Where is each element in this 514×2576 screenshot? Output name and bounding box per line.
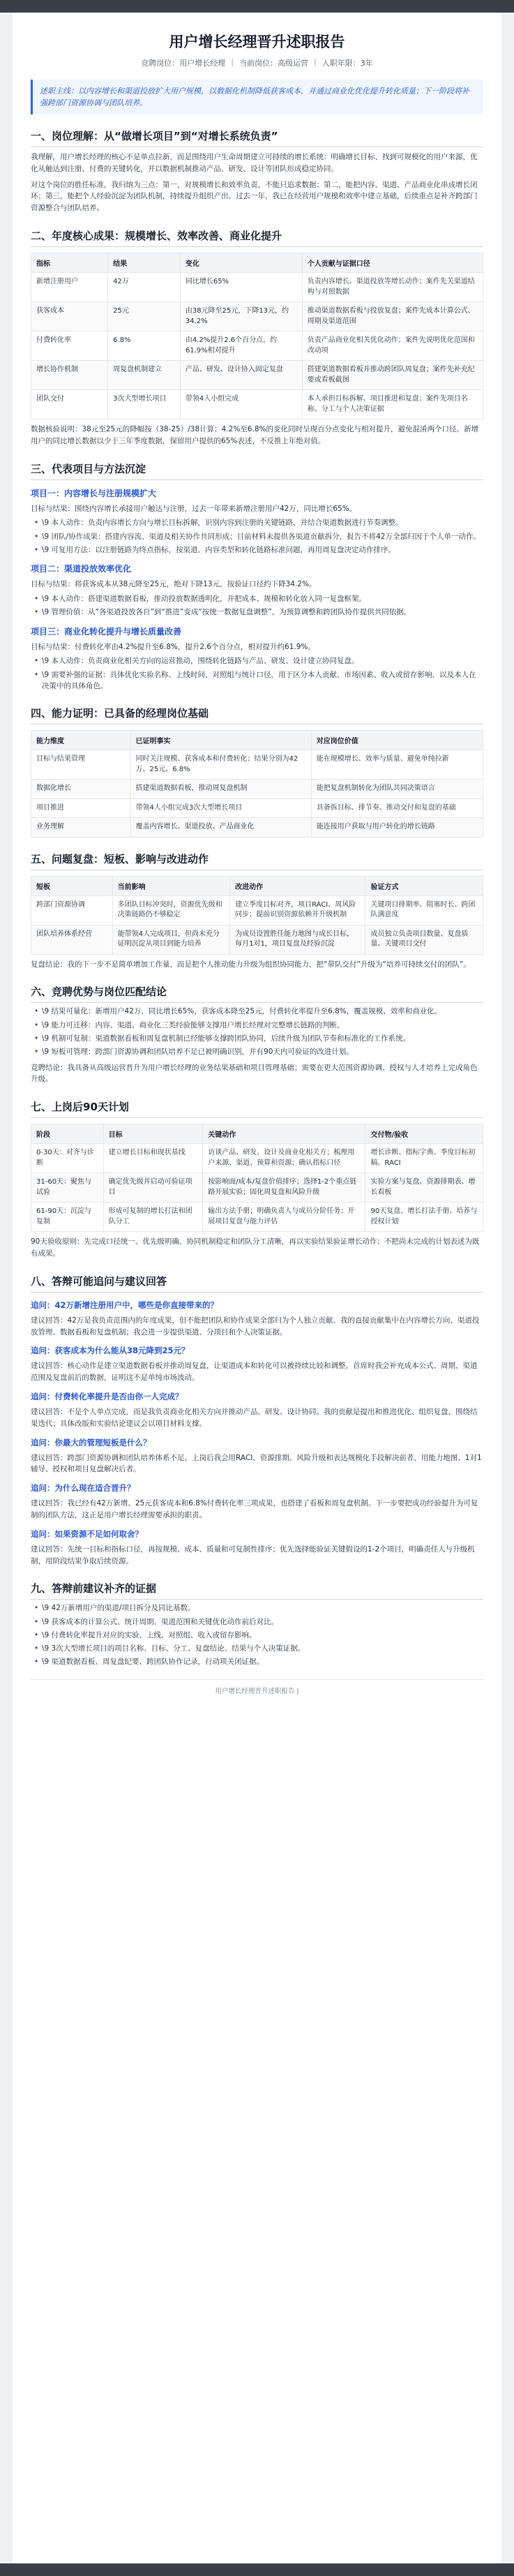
page-title: 用户增长经理晋升述职报告 bbox=[169, 33, 345, 50]
qa-answer: 建议回答：42万是我负责范围内的年度成果，但不能把团队和协作成果全部归为个人独立贡献。我的直接贡献集中在内容增长方向、渠道投放管理、数据看板和复盘机制；我会进一步提供渠道、分项目和个人决策证据。 bbox=[31, 1316, 480, 1337]
qa-answer: 建议回答：不是个人单点完成，而是我负责商业化相关方向并推动产品、研发、设计协同。我的贡献是提出和推进优化、组织复盘、围绕结果迭代；具体改版和实验结论建议会以项目材料支撑。 bbox=[31, 1407, 478, 1428]
table-cell: 目标与结果管理 bbox=[31, 750, 131, 780]
table-cell: 建立季度目标对齐，项目RACI、周风险同步；提前识别资源依赖并升级机制 bbox=[230, 895, 365, 925]
project-title: 项目三：商业化转化提升与增长质量改善 bbox=[31, 626, 182, 636]
qa-question: 追问：获客成本为什么能从38元降到25元？ bbox=[31, 1346, 190, 1356]
results-table-header bbox=[31, 253, 483, 273]
col-header: 指标 bbox=[31, 253, 108, 273]
review-conclusion: 复盘结论：我的下一步不是简单增加工作量，而是把个人推动能力升级为组织协同能力，把“带队交付”升级为“培养可持续交付的团队”。 bbox=[31, 960, 471, 969]
table-row bbox=[31, 273, 483, 302]
table-row bbox=[31, 332, 483, 361]
table-cell: 建立增长目标和现状基线 bbox=[103, 1144, 203, 1173]
table-cell: 团队培养体系经营 bbox=[31, 925, 113, 954]
col-header: 当前影响 bbox=[112, 876, 229, 895]
col-header: 能力维度 bbox=[31, 731, 131, 750]
report-page bbox=[13, 13, 501, 2563]
results-table bbox=[31, 253, 483, 419]
list-item: • \9 机制可复制：渠道数据看板和周复盘机制已经能够支撑跨团队协同，后续升级为团队节奏和标准化的工作系统。 bbox=[31, 1033, 483, 1044]
list-item: • \9 42万新增用户的渠道/项目拆分及同比基数。 bbox=[31, 1602, 483, 1614]
section-1-paragraph: 我理解，用户增长经理的核心不是单点拉新，而是围绕用户生命周期建立可持续的增长系统：明确增长目标、找到可规模化的用户来源，优化从触达到注册、付费的关键转化，并以数据机制推动产品、研发、设计等团队形成稳定协同。 bbox=[31, 153, 478, 173]
plan-table bbox=[31, 1124, 483, 1232]
table-cell: 关键项目排期率、阻塞时长、跨团队满意度 bbox=[365, 895, 483, 925]
list-item: • \9 管理价值：从“各渠道投放各自”到“推进”变成“按统一数据复盘调整”，为预算调整和跨团队协作提供共同依据。 bbox=[31, 606, 483, 618]
table-row bbox=[31, 1144, 483, 1173]
list-item: • \9 可复用方法：以注册链路为终点指标，按渠道、内容类型和转化链路标准问题，再用周复盘决定动作排序。 bbox=[31, 544, 483, 556]
promotion-conclusion: 竞聘结论：我具备从高级运营晋升为用户增长经理的业务结果基础和项目管理基础；需要在更大范围资源协调、授权与人才培养上完成角色升级。 bbox=[31, 1063, 478, 1084]
project-bullets bbox=[31, 655, 483, 692]
table-cell: 能连接用户获取与用户转化的增长链路 bbox=[311, 818, 483, 837]
table-cell: 42万 bbox=[108, 273, 181, 302]
section-7-title: 七、上岗后90天计划 bbox=[31, 1099, 483, 1118]
table-row bbox=[31, 1173, 483, 1203]
table-cell: 负责内容增长、渠道投放等增长动作；案件先关渠道结构与对照数据 bbox=[302, 273, 483, 302]
table-cell: 带领4人小组完成3次大型增长项目 bbox=[130, 798, 311, 818]
qa-question: 追问：付费转化率提升是否由你一人完成？ bbox=[31, 1391, 183, 1401]
table-cell: 搭建渠道数据看板，推动周复盘机制 bbox=[130, 780, 311, 799]
table-cell: 数据化增长 bbox=[31, 780, 131, 799]
table-cell: 由4.2%提升2.6个百分点，约61.9%相对提升 bbox=[180, 332, 302, 361]
section-9-title: 九、答辩前建议补齐的证据 bbox=[31, 1581, 483, 1600]
project-bullets bbox=[31, 593, 483, 618]
table-cell: 产品、研发、设计协入固定复盘 bbox=[180, 361, 302, 390]
qa-question: 追问：42万新增注册用户中，哪些是你直接带来的？ bbox=[31, 1300, 219, 1310]
gap-table-header bbox=[31, 876, 483, 895]
meta-separator: | bbox=[231, 57, 234, 66]
col-header: 已证明事实 bbox=[130, 731, 311, 750]
table-cell: 本人承担目标拆解、项目推进和复盘；案件先项目名称、分工与个人决策证据 bbox=[302, 390, 483, 419]
advantage-bullets bbox=[31, 1006, 483, 1057]
table-cell: 6.8% bbox=[108, 332, 181, 361]
table-row bbox=[31, 818, 483, 837]
table-row bbox=[31, 750, 483, 780]
table-cell: 90天复盘、增长打法手册、培养与授权计划 bbox=[365, 1203, 483, 1232]
col-header: 结果 bbox=[108, 253, 181, 273]
section-1-title: 一、岗位理解：从“做增长项目”到“对增长系统负责” bbox=[31, 128, 483, 147]
table-cell: 能把复盘机制转化为团队共同决策语言 bbox=[311, 780, 483, 799]
bottom-bar bbox=[0, 2563, 514, 2576]
summary-callout: 述职主线：以内容增长和渠道投放扩大用户规模，以数据化机制降低获客成本，并通过商业化优化提升转化质量；下一阶段将补强跨部门资源协调与团队培养。 bbox=[31, 80, 483, 114]
list-item: • \9 3次大型增长项目的项目名称、目标、分工、复盘结论、结果与个人决策证据。 bbox=[31, 1643, 483, 1654]
table-cell: 推动渠道数据看板与投放复盘；案件先成本计算公式、周期及渠道范围 bbox=[302, 302, 483, 332]
table-row bbox=[31, 302, 483, 332]
table-cell: 多团队目标冲突时，资源优先级和决策链路仍不够稳定 bbox=[112, 895, 229, 925]
section-3-title: 三、代表项目与方法沉淀 bbox=[31, 461, 483, 480]
table-cell: 项目推进 bbox=[31, 798, 131, 818]
section-1-paragraph: 对这个岗位的胜任标准，我归纳为三点：第一，对规模增长和效率负责，不能只追求数据；第二，能把内容、渠道、产品商业化串成增长闭环；第三，能把个人经验沉淀为团队机制，持续提升组织产出。过去一年，我已在经营用户规模和效率中建立基础，后续重点是补齐跨部门资源整合与团队培养。 bbox=[31, 180, 478, 213]
table-cell: 61-90天：沉淀与复制 bbox=[31, 1203, 104, 1232]
list-item: • \9 付费转化率提升对应的实验、上线、对照组、收入或留存影响。 bbox=[31, 1630, 483, 1641]
capability-table bbox=[31, 730, 483, 837]
section-2-title: 二、年度核心成果：规模增长、效率改善、商业化提升 bbox=[31, 228, 483, 247]
capability-table-header bbox=[31, 731, 483, 750]
table-cell: 覆盖内容增长、渠道投放、产品商业化 bbox=[130, 818, 311, 837]
col-header: 关键动作 bbox=[203, 1124, 365, 1144]
table-cell: 获客成本 bbox=[31, 302, 108, 332]
list-item: • \9 渠道数据看板、周复盘纪要、跨团队协作记录，行动项关闭证据。 bbox=[31, 1656, 483, 1667]
table-cell: 跨部门资源协调 bbox=[31, 895, 113, 925]
top-bar bbox=[0, 0, 514, 13]
list-item: • \9 获客成本的计算公式、统计周期、渠道范围和关键优化动作前后对比。 bbox=[31, 1616, 483, 1628]
col-header: 个人贡献与证据口径 bbox=[302, 253, 483, 273]
table-cell: 新增注册用户 bbox=[31, 273, 108, 302]
qa-answer: 建议回答：我已经有42万新增、25元获客成本和6.8%付费转化率三项成果，也搭建了看板和周复盘机制。下一步要把成功经验提升为可复制的团队方法，这正是用户增长经理需要承担的职责。 bbox=[31, 1499, 478, 1519]
col-header: 验证方式 bbox=[365, 876, 483, 895]
table-cell: 由38元降至25元，下降13元，约34.2% bbox=[180, 302, 302, 332]
col-header: 目标 bbox=[103, 1124, 203, 1144]
project-title: 项目一：内容增长与注册规模扩大 bbox=[31, 488, 157, 498]
table-cell: 团队交付 bbox=[31, 390, 108, 419]
section-8-title: 八、答辩可能追问与建议回答 bbox=[31, 1274, 483, 1293]
list-item: • \9 短板可管理：跨部门资源协调和团队培养不足已被明确识别，并有90天内可验证的改进计划。 bbox=[31, 1046, 483, 1057]
table-row bbox=[31, 1203, 483, 1232]
table-cell: 具备拆目标、排节奏、推动交付和复盘的基础 bbox=[311, 798, 483, 818]
list-item: • \9 团队/协作成果：搭建内容流、渠道及相关协作共同形成；目前材料未提供各渠道贡献拆分，报告不将42万全部归因于个人单一动作。 bbox=[31, 531, 483, 542]
meta-tenure: 入职年限：3年 bbox=[322, 59, 373, 68]
table-cell: 能在规模增长、效率与质量、避免单纯拉新 bbox=[311, 750, 483, 780]
table-cell: 访谈产品、研发、设计及商业化相关方；梳理用户来源、渠道、预算和资源；确认指标口径 bbox=[203, 1144, 365, 1173]
project-bullets bbox=[31, 517, 483, 556]
table-cell: 0-30天：对齐与诊断 bbox=[31, 1144, 104, 1173]
list-item: • \9 能力可迁移：内容、渠道、商业化三类经验能够支撑用户增长经理对完整增长链路的判断。 bbox=[31, 1020, 483, 1031]
col-header: 交付物/验收 bbox=[365, 1124, 483, 1144]
col-header: 对应岗位价值 bbox=[311, 731, 483, 750]
page-footer: 用户增长经理晋升述职报告 | bbox=[31, 1679, 483, 1695]
qa-question: 追问：你最大的管理短板是什么？ bbox=[31, 1437, 151, 1447]
table-cell: 增长诊断、指标字典、季度目标初稿、RACI bbox=[365, 1144, 483, 1173]
table-cell: 确定优先级并启动可验证项目 bbox=[103, 1173, 203, 1203]
table-cell: 业务理解 bbox=[31, 818, 131, 837]
table-row bbox=[31, 390, 483, 419]
table-cell: 31-60天：聚焦与试验 bbox=[31, 1173, 104, 1203]
table-cell: 25元 bbox=[108, 302, 181, 332]
table-cell: 搭建渠道数据看板并推动跨团队周复盘；案件先补充纪要或看板截图 bbox=[302, 361, 483, 390]
col-header: 阶段 bbox=[31, 1124, 104, 1144]
col-header: 变化 bbox=[180, 253, 302, 273]
list-item: • \9 本人动作：搭建渠道数据看板，推动投放数据透明化，并把成本、规模和转化放入同一复盘框架。 bbox=[31, 593, 483, 604]
project-goal: 目标与结果：围绕内容增长承接用户触达与注册，过去一年带来新增注册用户42万，同比增长65%。 bbox=[31, 504, 357, 513]
plan-acceptance-note: 90天验收原则：先完成口径统一、优先级明确、协同机制稳定和团队分工清晰，再以实验结果验证增长动作；不把尚未完成的计划表述为既有成果。 bbox=[31, 1237, 480, 1258]
qa-question: 追问：为什么现在适合晋升？ bbox=[31, 1483, 135, 1494]
section-4-title: 四、能力证明：已具备的经理岗位基础 bbox=[31, 706, 483, 724]
table-row bbox=[31, 925, 483, 954]
list-item: • \9 本人动作：负责商业化相关方向的运营推动，围绕转化链路与产品、研发、设计建立协同复盘。 bbox=[31, 655, 483, 667]
table-cell: 3次大型增长项目 bbox=[108, 390, 181, 419]
table-row bbox=[31, 895, 483, 925]
list-item: • \9 本人动作：负责内容增长方向与增长目标拆解，识别内容到注册的关键链路，并结合渠道数据进行节奏调整。 bbox=[31, 517, 483, 528]
table-cell: 按影响面/成本/复盘价值排序；选择1-2个重点链路开展实验；固化周复盘和风险升级 bbox=[203, 1173, 365, 1203]
table-row bbox=[31, 780, 483, 799]
list-item: • \9 需要补强的证据：具体优化实验名称、上线时间、对照组与统计口径，用于区分本人贡献、市场因素、收入或留存影响，以及本人在决策中的具体角色。 bbox=[31, 669, 483, 692]
table-cell: 增长协作机制 bbox=[31, 361, 108, 390]
section-5-title: 五、问题复盘：短板、影响与改进动作 bbox=[31, 851, 483, 870]
plan-table-header bbox=[31, 1124, 483, 1144]
table-cell: 输出方法手册；明确负责人与成员分阶任务；开展项目复盘与能力评估 bbox=[203, 1203, 365, 1232]
col-header: 短板 bbox=[31, 876, 113, 895]
table-cell: 实验方案与复盘、资源排期表、增长看板 bbox=[365, 1173, 483, 1203]
table-cell: 同比增长65% bbox=[180, 273, 302, 302]
evidence-bullets bbox=[31, 1602, 483, 1667]
qa-answer: 建议回答：先统一目标和指标口径，再按规模、成本、质量和可复制性排序；优先选择能验证关键假设的1-2个项目，明确责任人与升级机制，用阶段结果争取后续资源。 bbox=[31, 1544, 475, 1565]
qa-answer: 建议回答：核心动作是建立渠道数据看板并推动周复盘，让渠道成本和转化可以被持续比较和调整。首席时我会补充成本公式、周期、渠道范围及复盘前后的数据，证明这不是单纯市场波动。 bbox=[31, 1362, 478, 1383]
col-header: 改进动作 bbox=[230, 876, 365, 895]
table-row bbox=[31, 798, 483, 818]
table-cell: 负责产品商业化相关优化动作；案件先说明优化范围和改动项 bbox=[302, 332, 483, 361]
project-title: 项目二：渠道投放效率优化 bbox=[31, 564, 132, 574]
meta-line bbox=[31, 57, 483, 68]
qa-question: 追问：如果资源不足如何取舍？ bbox=[31, 1528, 143, 1539]
table-row bbox=[31, 361, 483, 390]
table-cell: 成员独立负责项目数量、复盘质量、关键项目交付 bbox=[365, 925, 483, 954]
table-cell: 付费转化率 bbox=[31, 332, 108, 361]
meta-role: 竞聘岗位：用户增长经理 bbox=[141, 59, 226, 68]
list-item: • \9 结果可量化：新增用户42万，同比增长65%，获客成本降至25元，付费转化率提升至6.8%，覆盖规模、效率和商业化。 bbox=[31, 1006, 483, 1017]
project-goal: 目标与结果：将获客成本从38元降至25元，绝对下降13元，按验证口径约下降34.2%。 bbox=[31, 580, 317, 589]
table-cell: 能带领4人完成项目，但尚未充分证明沉淀从项目到能力培养 bbox=[112, 925, 229, 954]
table-cell: 带领4人小组完成 bbox=[180, 390, 302, 419]
meta-separator: | bbox=[314, 57, 317, 66]
table-cell: 为成员设置胜任能力地图与成长目标，每月1对1，项目复盘及经验沉淀 bbox=[230, 925, 365, 954]
table-cell: 形成可复制的增长打法和团队分工 bbox=[103, 1203, 203, 1232]
gap-table bbox=[31, 876, 483, 955]
meta-level: 当前岗位：高级运营 bbox=[239, 59, 308, 68]
project-goal: 目标与结果：付费转化率由4.2%提升至6.8%，提升2.6个百分点，相对提升约61.9%。 bbox=[31, 642, 315, 651]
section-6-title: 六、竞聘优势与岗位匹配结论 bbox=[31, 984, 483, 1003]
data-note: 数据核验说明：38元至25元的降幅按（38-25）/38计算；4.2%至6.8%的变化同时呈现百分点变化与相对提升，避免混淆两个口径。新增用户的同比增长数据以少于三年季度数据，保留用户提供的65%表述，不反推上年绝对值。 bbox=[31, 425, 478, 445]
table-cell: 周复盘机制建立 bbox=[108, 361, 181, 390]
qa-answer: 建议回答：跨部门资源协调和团队培养体系不足。上岗后我会用RACI、资源排期、风险升级和表达规模化手段解决前者，用能力地图、1对1辅导、授权和项目复盘解决后者。 bbox=[31, 1453, 482, 1474]
table-cell: 同时关注规模、获客成本和付费转化；结果分别为42万、25元、6.8% bbox=[130, 750, 311, 780]
